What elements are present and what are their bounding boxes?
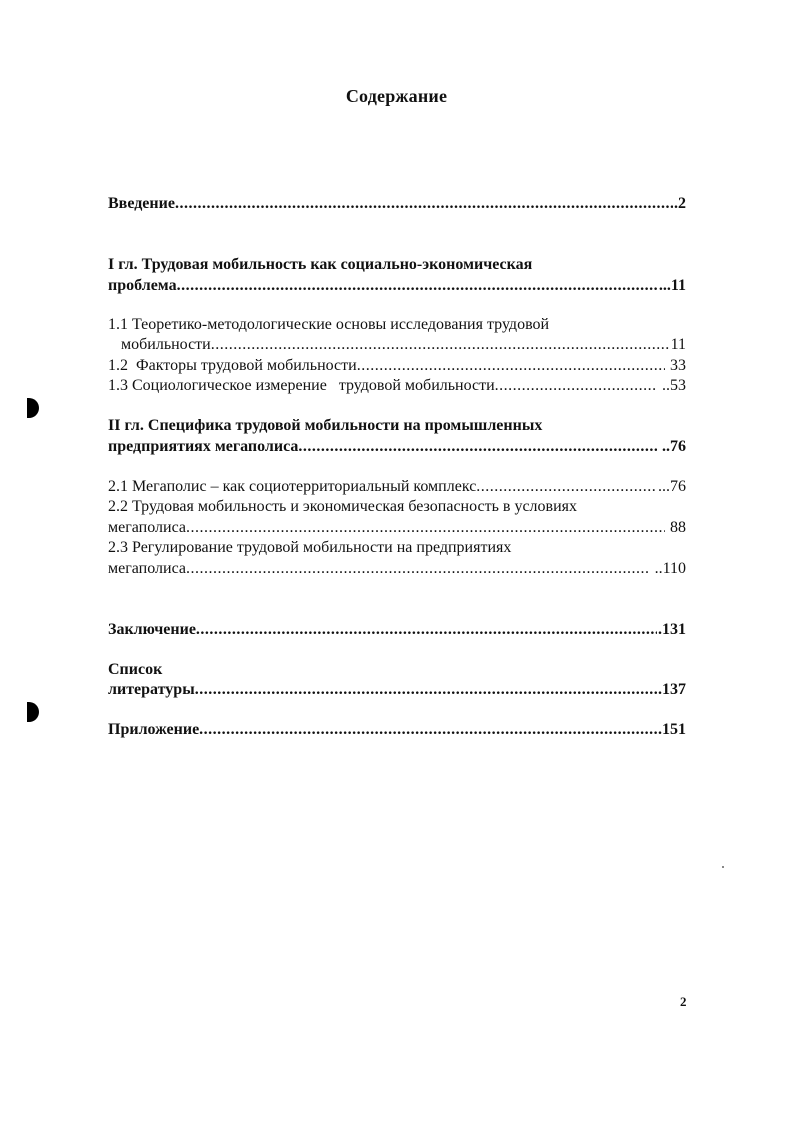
toc-page-number: ...11 [658, 277, 686, 294]
toc-leader-dots [357, 356, 665, 376]
toc-leader-dots [175, 194, 673, 214]
toc-page-number: .2 [674, 195, 686, 212]
toc-leader-dots [196, 620, 657, 640]
toc-section-2-3-line1: 2.3 Регулирование трудовой мобильности на предприятиях [108, 539, 512, 556]
toc-page-number: 88 [666, 519, 686, 536]
toc-entry-section-2-3[interactable] [108, 559, 686, 579]
toc-leader-dots [195, 680, 657, 700]
toc-leader-dots [177, 276, 658, 296]
toc-page-number: 33 [666, 357, 686, 374]
toc-references-line1: Список [108, 661, 163, 678]
toc-page-number: ..53 [658, 377, 686, 394]
toc-entry-appendix[interactable] [108, 720, 686, 740]
toc-page-number: .151 [658, 721, 686, 738]
toc-label: 1.3 Социологическое измерение трудовой мобильности [108, 377, 495, 394]
toc-label: мегаполиса [108, 519, 186, 536]
toc-label: проблема [108, 277, 177, 294]
page-title: Содержание [345, 86, 448, 106]
punch-hole-mark [27, 702, 39, 722]
toc-entry-section-2-2[interactable] [108, 518, 686, 538]
toc-label: 1.2 Факторы трудовой мобильности [108, 357, 357, 374]
toc-entry-chapter2[interactable] [108, 437, 686, 457]
toc-page-number: .137 [658, 681, 686, 698]
toc-leader-dots [199, 720, 657, 740]
toc-entry-section-2-1[interactable] [108, 477, 686, 497]
toc-leader-dots [495, 376, 657, 396]
toc-page-number: ...76 [658, 478, 686, 495]
toc-label: Введение [108, 195, 175, 212]
toc-entry-section-1-1[interactable] [121, 335, 686, 355]
toc-page-number: ..76 [658, 438, 686, 455]
toc-entry-section-1-2[interactable] [108, 356, 686, 376]
toc-label: предприятиях мегаполиса [108, 438, 299, 455]
toc-label: Приложение [108, 721, 200, 738]
toc-label: мобильности [121, 336, 211, 353]
toc-section-2-2-line1: 2.2 Трудовая мобильность и экономическая безопасность в условиях [108, 498, 578, 515]
scan-speck [722, 866, 724, 868]
toc-label: Заключение [108, 621, 196, 638]
toc-entry-conclusion[interactable] [108, 620, 686, 640]
toc-entry-chapter1[interactable] [108, 276, 686, 296]
toc-label: мегаполиса [108, 560, 186, 577]
toc-page-number: 11 [670, 336, 686, 353]
toc-leader-dots [186, 559, 650, 579]
toc-chapter2-title-line1: II гл. Специфика трудовой мобильности на промышленных [108, 417, 543, 434]
punch-hole-mark [27, 398, 39, 418]
toc-entry-section-1-3[interactable] [108, 376, 686, 396]
toc-entry-references[interactable] [108, 680, 686, 700]
toc-leader-dots [298, 437, 657, 457]
toc-leader-dots [211, 335, 670, 355]
toc-entry-intro[interactable] [108, 194, 686, 214]
toc-page-number: ..110 [650, 560, 686, 577]
toc-chapter1-title-line1: I гл. Трудовая мобильность как социально-экономическая [108, 256, 533, 273]
toc-leader-dots [476, 477, 657, 497]
toc-page-number: .131 [658, 621, 686, 638]
toc-label: 2.1 Мегаполис – как социотерриториальный комплекс [108, 478, 477, 495]
toc-leader-dots [186, 518, 665, 538]
toc-label: литературы [108, 681, 195, 698]
page-number: 2 [680, 994, 687, 1009]
toc-section-1-1-line1: 1.1 Теоретико-методологические основы исследования трудовой [108, 316, 550, 333]
